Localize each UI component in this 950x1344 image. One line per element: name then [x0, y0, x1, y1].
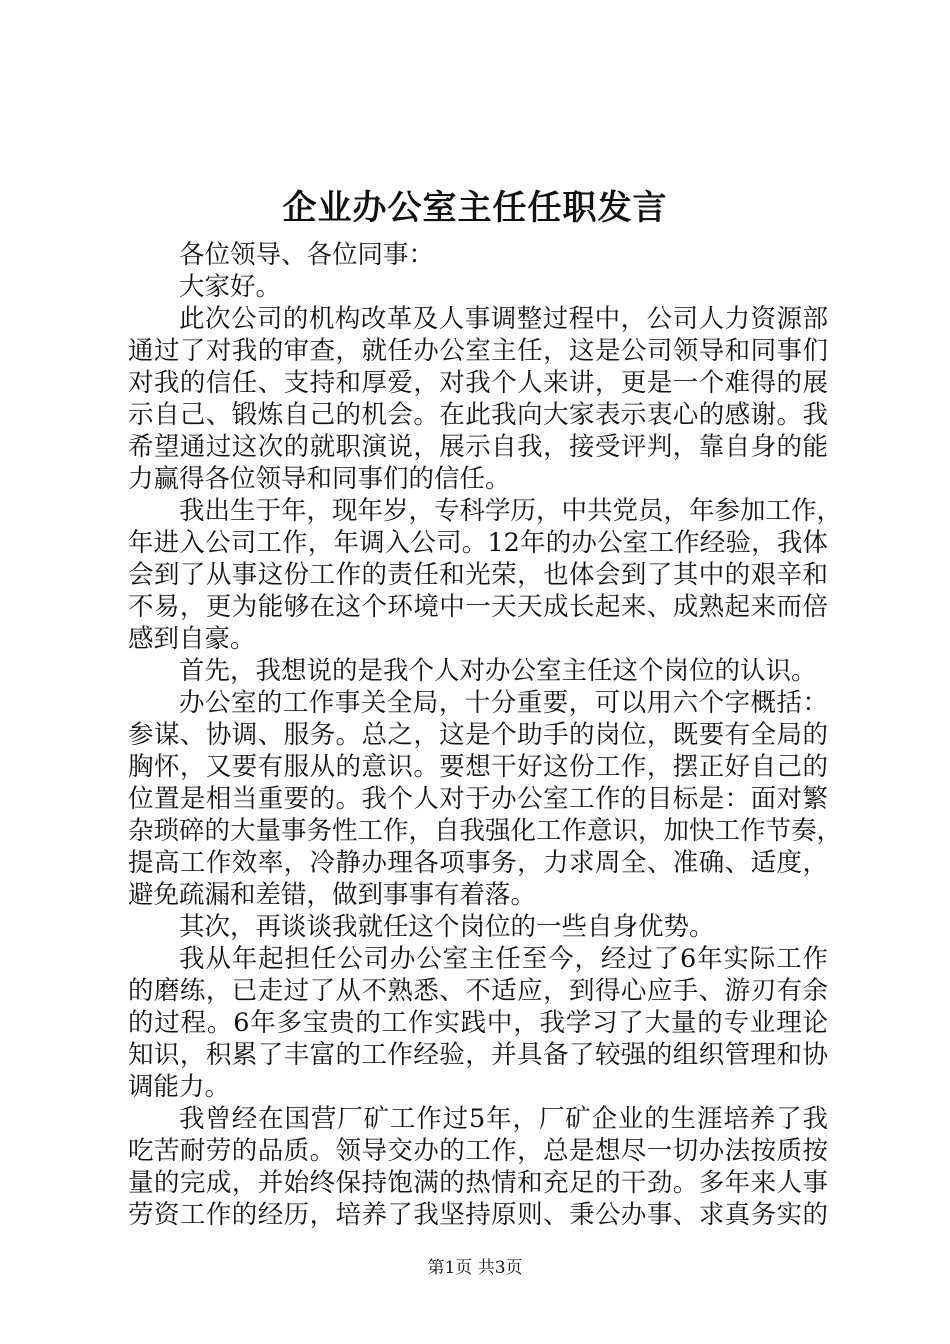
greeting-line: 大家好。 — [179, 272, 282, 302]
paragraph-2-line-4: 不易，更为能够在这个环境中一天天成长起来、成熟起来而倍 — [128, 592, 828, 622]
paragraph-7-line-4: 劳资工作的经历，培养了我坚持原则、秉公办事、求真务实的 — [128, 1200, 828, 1230]
paragraph-4-line-1: 办公室的工作事关全局，十分重要，可以用六个字概括： — [179, 688, 828, 718]
paragraph-7-line-2: 吃苦耐劳的品质。领导交办的工作，总是想尽一切办法按质按 — [128, 1136, 828, 1166]
salutation-line: 各位领导、各位同事： — [179, 240, 435, 270]
paragraph-7-line-1: 我曾经在国营厂矿工作过5年，厂矿企业的生涯培养了我 — [179, 1104, 828, 1134]
paragraph-6-line-2: 的磨练，已走过了从不熟悉、不适应，到得心应手、游刃有余 — [128, 976, 828, 1006]
paragraph-1-line-6: 力赢得各位领导和同事们的信任。 — [128, 464, 511, 494]
paragraph-6-line-1: 我从年起担任公司办公室主任至今，经过了6年实际工作 — [179, 944, 828, 974]
paragraph-4-line-2: 参谋、协调、服务。总之，这是个助手的岗位，既要有全局的 — [128, 720, 828, 750]
page-number-footer: 第1页 共3页 — [427, 1258, 523, 1278]
paragraph-2-line-2: 年进入公司工作，年调入公司。12年的办公室工作经验，我体 — [128, 528, 828, 558]
paragraph-3-line-1: 首先，我想说的是我个人对办公室主任这个岗位的认识。 — [179, 656, 817, 686]
paragraph-2-line-3: 会到了从事这份工作的责任和光荣，也体会到了其中的艰辛和 — [128, 560, 828, 590]
paragraph-7-line-3: 量的完成，并始终保持饱满的热情和充足的干劲。多年来人事 — [128, 1168, 828, 1198]
paragraph-1-line-1: 此次公司的机构改革及人事调整过程中，公司人力资源部 — [179, 304, 828, 334]
paragraph-6-line-4: 知识，积累了丰富的工作经验，并具备了较强的组织管理和协 — [128, 1040, 828, 1070]
paragraph-4-line-5: 杂琐碎的大量事务性工作，自我强化工作意识，加快工作节奏， — [128, 816, 843, 846]
paragraph-2-line-5: 感到自豪。 — [128, 624, 256, 654]
paragraph-1-line-5: 希望通过这次的就职演说，展示自我，接受评判，靠自身的能 — [128, 432, 828, 462]
paragraph-1-line-3: 对我的信任、支持和厚爱，对我个人来讲，更是一个难得的展 — [128, 368, 828, 398]
paragraph-4-line-3: 胸怀，又要有服从的意识。要想干好这份工作，摆正好自己的 — [128, 752, 828, 782]
paragraph-5-line-1: 其次，再谈谈我就任这个岗位的一些自身优势。 — [179, 912, 715, 942]
document-title: 企业办公室主任任职发言 — [282, 188, 668, 228]
paragraph-6-line-3: 的过程。6年多宝贵的工作实践中，我学习了大量的专业理论 — [128, 1008, 828, 1038]
paragraph-4-line-7: 避免疏漏和差错，做到事事有着落。 — [128, 880, 537, 910]
paragraph-4-line-4: 位置是相当重要的。我个人对于办公室工作的目标是：面对繁 — [128, 784, 828, 814]
paragraph-2-line-1: 我出生于年，现年岁，专科学历，中共党员，年参加工作， — [179, 496, 843, 526]
document-body — [128, 239, 843, 1231]
paragraph-1-line-2: 通过了对我的审查，就任办公室主任，这是公司领导和同事们 — [128, 336, 828, 366]
paragraph-1-line-4: 示自己、锻炼自己的机会。在此我向大家表示衷心的感谢。我 — [128, 400, 828, 430]
paragraph-6-line-5: 调能力。 — [128, 1072, 231, 1102]
paragraph-4-line-6: 提高工作效率，冷静办理各项事务，力求周全、准确、适度， — [128, 848, 828, 878]
